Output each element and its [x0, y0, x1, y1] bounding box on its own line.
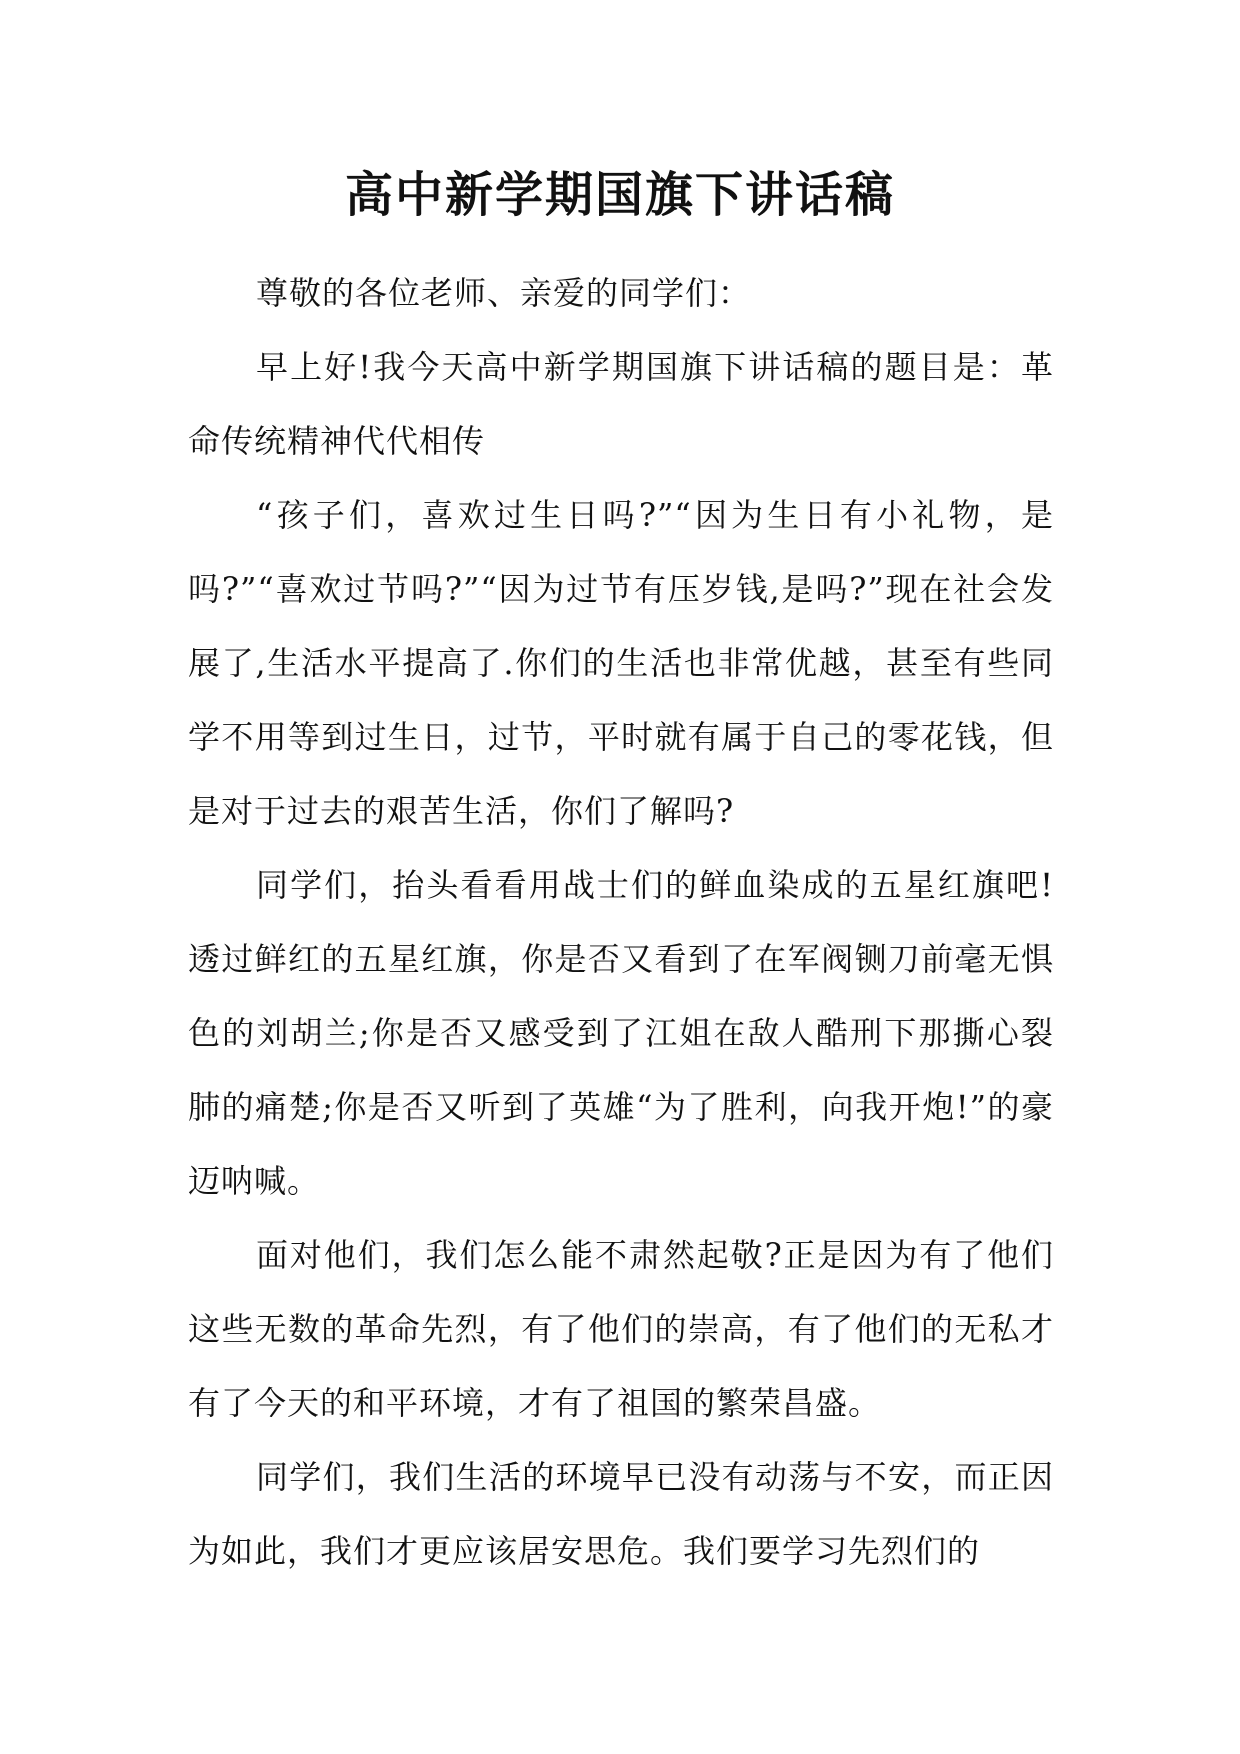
paragraph-questions: “孩子们，喜欢过生日吗?”“因为生日有小礼物，是吗?”“喜欢过节吗?”“因为过节有压岁钱,是吗?”现在社会发展了,生活水平提高了.你们的生活也非常优越，甚至有些同学不用等到过生日，过节，平时就有属于自己的零花钱，但是对于过去的艰苦生活，你们了解吗? — [188, 496, 1054, 830]
paragraph-peace: 同学们，我们生活的环境早已没有动荡与不安，而正因为如此，我们才更应该居安思危。我们要学习先烈们的 — [188, 1458, 1054, 1570]
paragraph-respect: 面对他们，我们怎么能不肃然起敬?正是因为有了他们这些无数的革命先烈，有了他们的崇高，有了他们的无私才有了今天的和平环境，才有了祖国的繁荣昌盛。 — [188, 1236, 1054, 1422]
paragraph-salutation: 尊敬的各位老师、亲爱的同学们： — [256, 274, 752, 312]
paragraph-greeting-topic: 早上好!我今天高中新学期国旗下讲话稿的题目是：革命传统精神代代相传 — [188, 348, 1054, 460]
page-title: 高中新学期国旗下讲话稿 — [344, 167, 895, 223]
document-body — [188, 256, 1054, 1588]
paragraph-flag: 同学们，抬头看看用战士们的鲜血染成的五星红旗吧!透过鲜红的五星红旗，你是否又看到了在军阀铡刀前毫无惧色的刘胡兰;你是否又感受到了江姐在敌人酷刑下那撕心裂肺的痛楚;你是否又听到了英雄“为了胜利，向我开炮!”的豪迈呐喊。 — [188, 866, 1054, 1200]
